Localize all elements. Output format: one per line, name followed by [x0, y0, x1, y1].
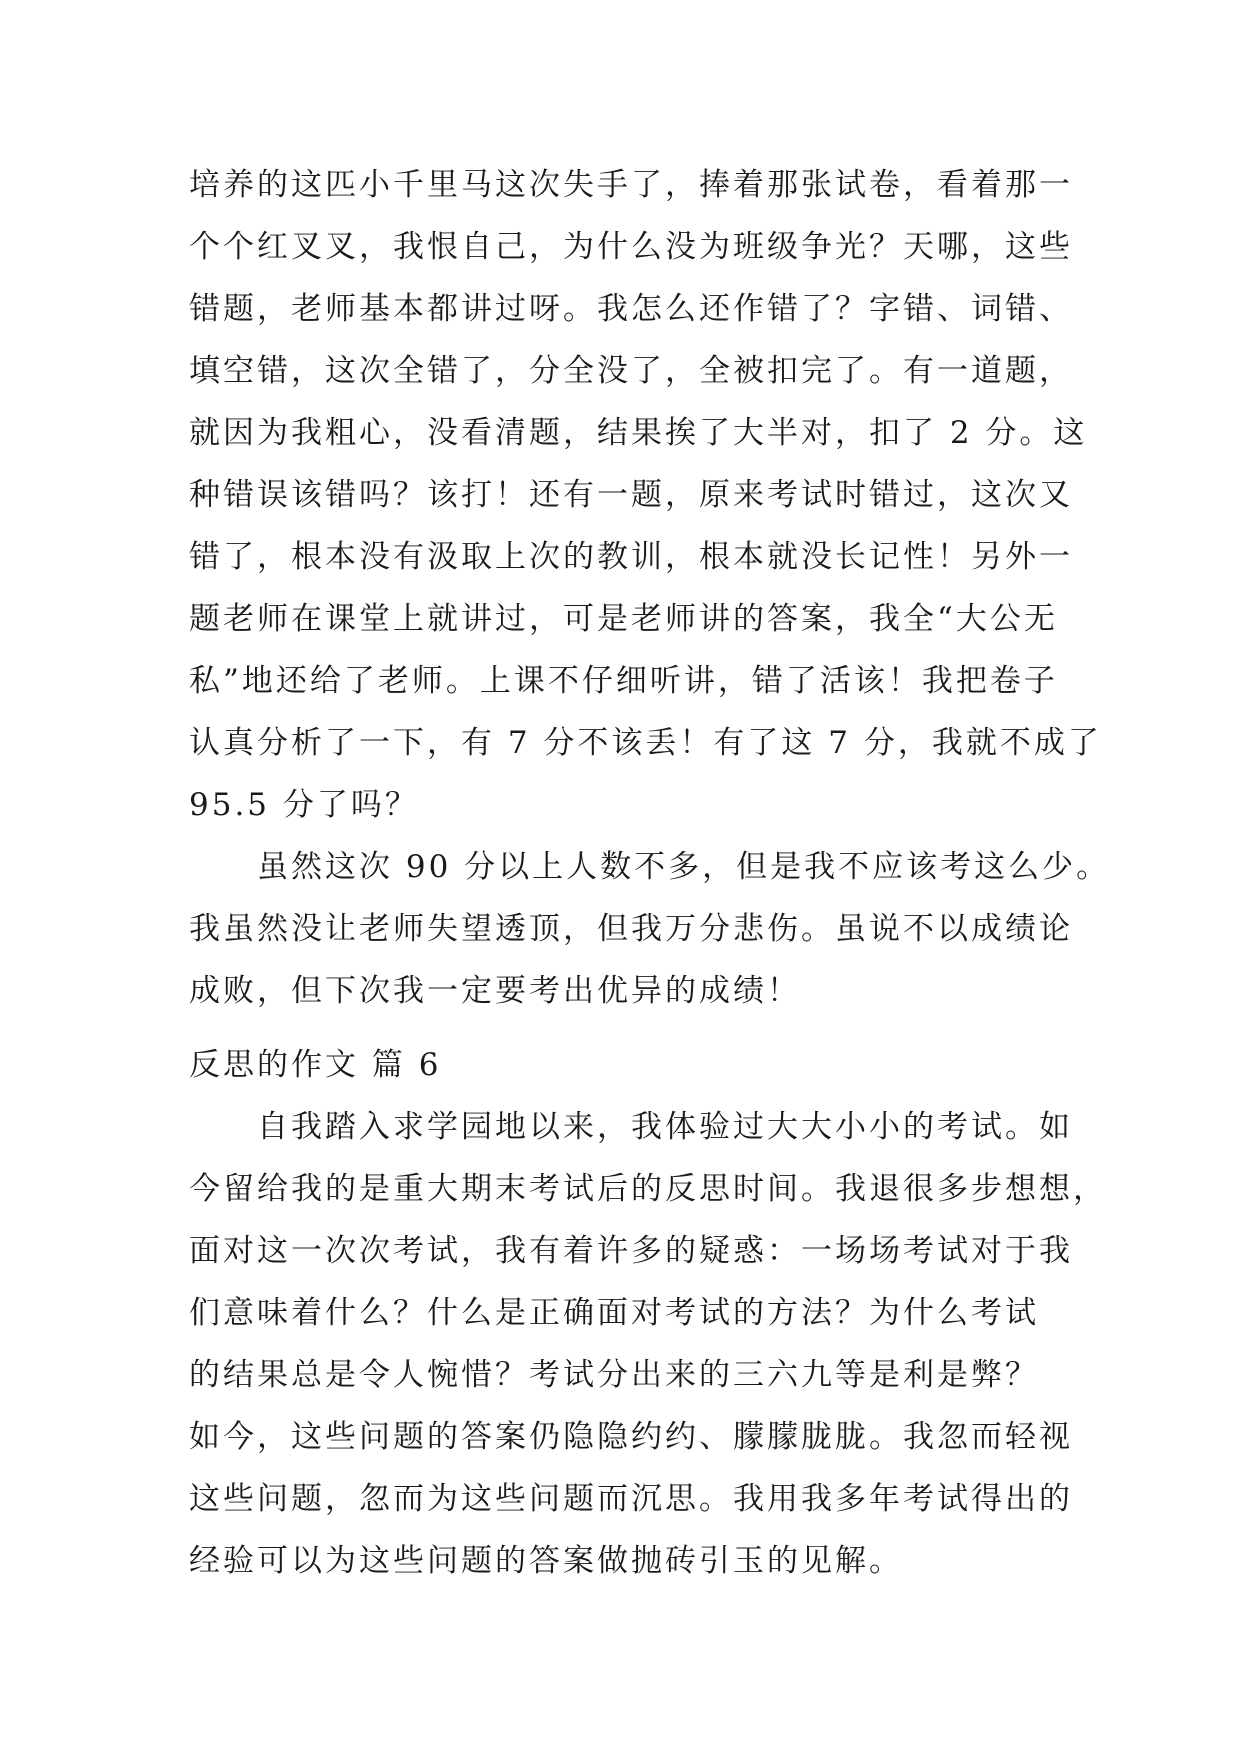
text-line: 私”地还给了老师。上课不仔细听讲，错了活该！我把卷子 [189, 663, 1058, 699]
text-line: 今留给我的是重大期末考试后的反思时间。我退很多步想想， [189, 1171, 1107, 1207]
text-line: 认真分析了一下，有 7 分不该丢！有了这 7 分，我就不成了 [189, 725, 1102, 761]
text-line: 填空错，这次全错了，分全没了，全被扣完了。有一道题， [189, 353, 1073, 389]
text-line: 经验可以为这些问题的答案做抛砖引玉的见解。 [189, 1543, 903, 1579]
text-line: 错题，老师基本都讲过呀。我怎么还作错了？字错、词错、 [189, 291, 1073, 327]
text-line: 们意味着什么？什么是正确面对考试的方法？为什么考试 [189, 1295, 1039, 1331]
text-line: 就因为我粗心，没看清题，结果挨了大半对，扣了 2 分。这 [189, 415, 1088, 451]
text-line: 培养的这匹小千里马这次失手了，捧着那张试卷，看着那一 [189, 167, 1073, 203]
text-line: 种错误该错吗？该打！还有一题，原来考试时错过，这次又 [189, 477, 1073, 513]
text-line: 面对这一次次考试，我有着许多的疑惑：一场场考试对于我 [189, 1233, 1073, 1269]
text-line: 虽然这次 90 分以上人数不多，但是我不应该考这么少。 [257, 849, 1111, 885]
text-line: 题老师在课堂上就讲过，可是老师讲的答案，我全“大公无 [189, 601, 1058, 637]
text-line: 错了，根本没有汲取上次的教训，根本就没长记性！另外一 [189, 539, 1073, 575]
text-line: 成败，但下次我一定要考出优异的成绩！ [189, 973, 801, 1009]
paragraph-2 [189, 836, 1111, 1022]
text-line: 自我踏入求学园地以来，我体验过大大小小的考试。如 [257, 1109, 1073, 1145]
text-line: 95.5 分了吗？ [189, 787, 419, 823]
text-line: 如今，这些问题的答案仍隐隐约约、朦朦胧胧。我忽而轻视 [189, 1419, 1073, 1455]
text-line: 的结果总是令人惋惜？考试分出来的三六九等是利是弊？ [189, 1357, 1039, 1393]
text-line: 个个红叉叉，我恨自己，为什么没为班级争光？天哪，这些 [189, 229, 1073, 265]
text-line: 这些问题，忽而为这些问题而沉思。我用我多年考试得出的 [189, 1481, 1073, 1517]
text-line: 我虽然没让老师失望透顶，但我万分悲伤。虽说不以成绩论 [189, 911, 1073, 947]
paragraph-3 [189, 1096, 1107, 1592]
paragraph-1 [189, 154, 1102, 836]
section-heading: 反思的作文 篇 6 [189, 1047, 442, 1083]
